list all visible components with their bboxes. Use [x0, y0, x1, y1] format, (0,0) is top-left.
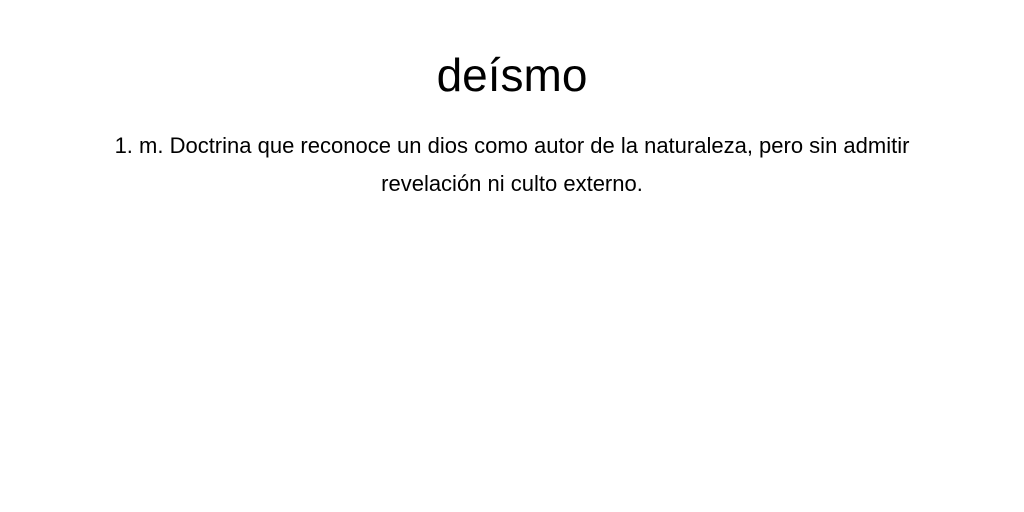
entry-term: deísmo [436, 49, 588, 101]
entry-definition: 1. m. Doctrina que reconoce un dios como autor de la naturaleza, pero sin admitir revelación ni culto externo. [114, 133, 910, 196]
